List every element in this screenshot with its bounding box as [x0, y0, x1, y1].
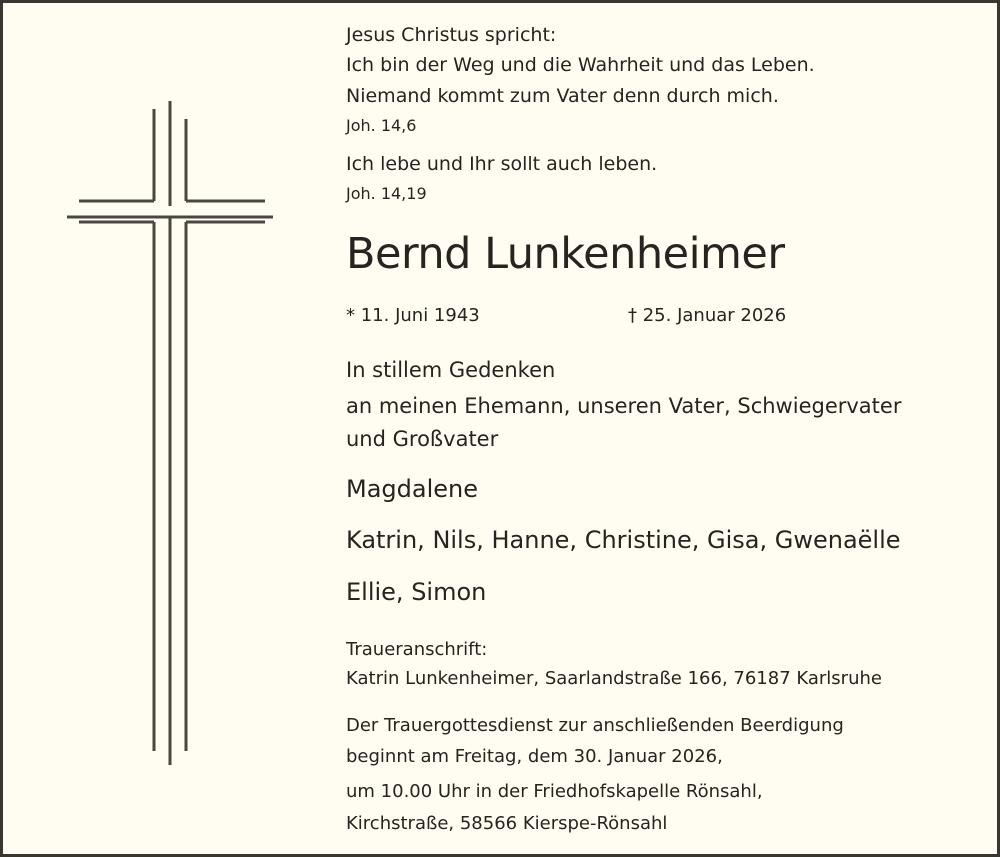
service-line: beginnt am Freitag, dem 30. Januar 2026, [346, 746, 723, 767]
family-grandchildren: Ellie, Simon [346, 578, 487, 606]
verse-reference: Joh. 14,6 [346, 116, 417, 135]
family-spouse: Magdalene [346, 475, 478, 503]
verse-intro: Jesus Christus spricht: [346, 24, 557, 46]
verse-line: Ich bin der Weg und die Wahrheit und das Leben. [346, 54, 815, 76]
verse-line: Niemand kommt zum Vater denn durch mich. [346, 85, 779, 107]
death-date: † 25. Januar 2026 [628, 305, 787, 326]
service-line: Kirchstraße, 58566 Kierspe-Rönsahl [346, 813, 668, 834]
address-label: Traueranschrift: [346, 639, 488, 660]
birth-date: * 11. Juni 1943 [346, 305, 480, 326]
memorial-line: In stillem Gedenken [346, 358, 556, 382]
memorial-line: und Großvater [346, 427, 499, 451]
verse-line: Ich lebe und Ihr sollt auch leben. [346, 153, 658, 175]
family-children: Katrin, Nils, Hanne, Christine, Gisa, Gwenaëlle [346, 526, 901, 554]
service-line: um 10.00 Uhr in der Friedhofskapelle Rönsahl, [346, 781, 763, 802]
cross-icon [63, 99, 275, 767]
address-value: Katrin Lunkenheimer, Saarlandstraße 166, 76187 Karlsruhe [346, 668, 882, 689]
verse-reference: Joh. 14,19 [346, 184, 427, 203]
memorial-line: an meinen Ehemann, unseren Vater, Schwiegervater [346, 394, 902, 418]
service-line: Der Trauergottesdienst zur anschließenden Beerdigung [346, 715, 844, 736]
deceased-name: Bernd Lunkenheimer [346, 229, 785, 279]
